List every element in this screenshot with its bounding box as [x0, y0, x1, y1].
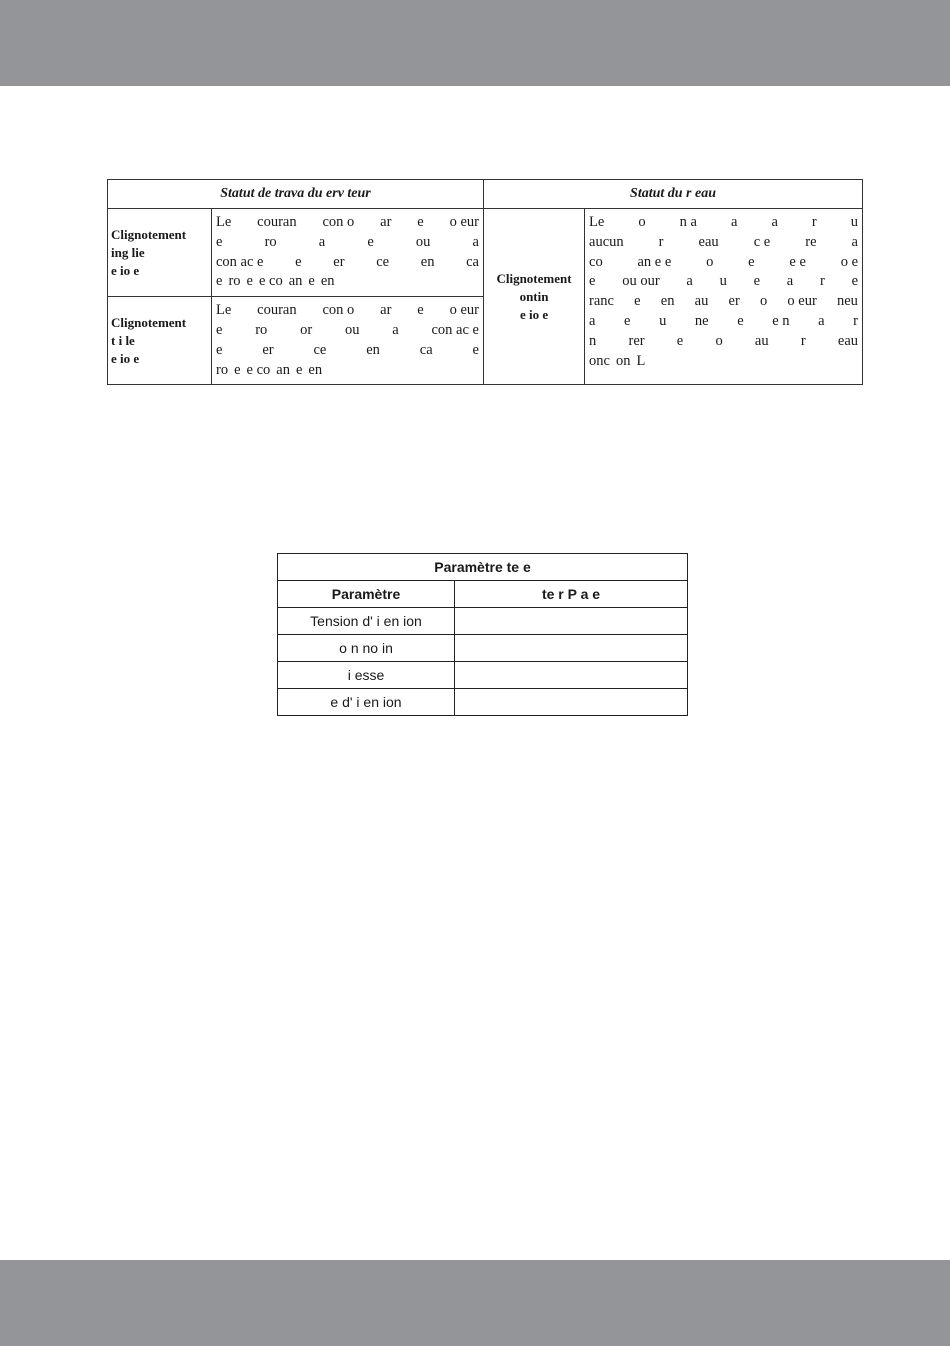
word: r: [811, 214, 817, 230]
word: ar: [380, 302, 392, 319]
word: e: [367, 233, 374, 250]
label-line: ing lie: [111, 244, 145, 260]
text-line: [216, 213, 479, 233]
label-line: Clignotement: [111, 226, 187, 242]
word: o e: [840, 253, 858, 270]
word: ar: [380, 214, 392, 230]
word: en: [366, 341, 380, 358]
word: eau: [837, 332, 859, 349]
word: a: [392, 321, 399, 338]
word: an e e: [637, 253, 672, 270]
word: er: [262, 341, 274, 358]
word: o eur: [787, 293, 817, 310]
text-line: [589, 253, 858, 273]
word: L: [636, 352, 646, 369]
word: con o: [322, 214, 355, 230]
label-line: Clignotement: [496, 270, 572, 286]
row2-text: [212, 297, 484, 385]
table-row: [278, 635, 688, 662]
word: ne: [694, 312, 709, 329]
word: a: [730, 214, 738, 230]
word: o: [759, 293, 768, 310]
status-header-server: Statut de trava du erv teur: [108, 180, 484, 209]
text-line: [216, 321, 479, 341]
word: o eur: [449, 214, 479, 230]
param-value: [455, 608, 688, 635]
word: couran: [257, 214, 297, 230]
word: a: [786, 273, 794, 290]
word: ro: [255, 321, 268, 338]
text-line: [589, 352, 858, 372]
word: e: [246, 273, 253, 290]
label-line: e io e: [519, 306, 549, 322]
word: en: [320, 273, 335, 290]
param-col-header: Paramètre: [278, 581, 455, 608]
label-line: ontin: [519, 288, 549, 304]
param-name: o n no in: [278, 635, 455, 662]
word: co: [589, 253, 603, 270]
word: en: [420, 253, 435, 270]
word: ou: [415, 233, 431, 250]
word: a: [851, 233, 858, 250]
word: con o: [322, 302, 355, 319]
param-table-title: Paramètre te e: [278, 554, 688, 581]
word: ro: [216, 361, 229, 378]
parameter-table: [277, 553, 688, 716]
word: e: [676, 332, 684, 349]
label-line: e io e: [111, 262, 140, 278]
row1-text: [212, 209, 484, 297]
row2-label: [108, 297, 212, 385]
word: e: [234, 361, 241, 378]
word: a: [686, 273, 693, 290]
text-line: [216, 361, 479, 381]
word: e: [624, 312, 631, 329]
text-line: [216, 272, 479, 292]
text-line: [589, 233, 858, 253]
network-label: [484, 209, 585, 385]
word: ca: [419, 341, 433, 358]
word: er: [728, 293, 740, 310]
param-name: Tension d' i en ion: [278, 608, 455, 635]
label-line: t i le: [111, 332, 135, 348]
word: n: [589, 332, 597, 349]
word: ro: [228, 273, 241, 290]
word: e co: [258, 273, 283, 290]
word: a: [318, 233, 326, 250]
text-line: [589, 292, 858, 312]
value-col-header: te r P a e: [455, 581, 688, 608]
word: e: [216, 321, 223, 338]
text-line: [589, 272, 858, 292]
row1-label: [108, 209, 212, 297]
word: o: [638, 214, 646, 230]
word: au: [694, 293, 709, 310]
word: ce: [313, 341, 327, 358]
word: Le: [216, 302, 232, 319]
param-name: e d' i en ion: [278, 689, 455, 716]
text-line: [216, 341, 479, 361]
footer-band: [0, 1260, 950, 1346]
word: er: [333, 253, 345, 270]
label-line: Clignotement: [111, 314, 187, 330]
text-line: [589, 312, 858, 332]
word: e e: [789, 253, 806, 270]
word: a: [472, 233, 479, 250]
word: u: [850, 214, 859, 230]
word: rer: [628, 332, 645, 349]
word: ou: [344, 321, 360, 338]
word: u: [659, 312, 667, 329]
word: ro: [264, 233, 277, 250]
word: c e: [753, 233, 771, 250]
param-name: i esse: [278, 662, 455, 689]
word: e: [295, 361, 303, 378]
word: e: [417, 302, 424, 319]
word: e: [216, 341, 223, 358]
word: couran: [257, 302, 297, 319]
word: e: [216, 233, 223, 250]
table-row: [278, 689, 688, 716]
word: au: [754, 332, 769, 349]
param-value: [455, 635, 688, 662]
word: o eur: [449, 302, 479, 319]
table-row: [278, 662, 688, 689]
word: u: [719, 273, 727, 290]
word: e co: [246, 361, 271, 378]
label-line: e io e: [111, 350, 140, 366]
word: con ac e: [216, 253, 264, 270]
word: r: [800, 332, 806, 349]
word: e: [417, 214, 424, 230]
word: e: [851, 273, 859, 290]
word: Le: [589, 214, 605, 230]
word: e: [753, 273, 761, 290]
header-band: [0, 0, 950, 86]
word: e: [472, 341, 479, 358]
word: o: [706, 253, 714, 270]
word: e n: [772, 312, 790, 329]
word: ce: [376, 253, 390, 270]
word: con ac e: [431, 321, 479, 338]
word: Le: [216, 214, 232, 230]
word: a: [589, 312, 596, 329]
word: eau: [698, 233, 719, 250]
word: e: [589, 273, 596, 290]
text-line: [216, 301, 479, 321]
word: e: [748, 253, 755, 270]
word: r: [658, 233, 664, 250]
status-table: [107, 179, 863, 385]
param-value: [455, 662, 688, 689]
word: re: [805, 233, 817, 250]
word: ranc: [589, 293, 614, 310]
text-line: [216, 233, 479, 253]
word: e: [295, 253, 302, 270]
word: ou our: [622, 273, 660, 290]
word: a: [771, 214, 778, 230]
word: or: [300, 321, 313, 338]
status-header-network: Statut du r eau: [484, 180, 863, 209]
word: an: [288, 273, 303, 290]
word: n a: [679, 214, 697, 230]
word: e: [308, 273, 315, 290]
text-line: [589, 213, 858, 233]
word: aucun: [589, 233, 624, 250]
table-row: [278, 608, 688, 635]
word: r: [819, 273, 825, 290]
word: en: [660, 293, 675, 310]
word: ca: [466, 253, 479, 270]
param-value: [455, 689, 688, 716]
word: en: [308, 361, 323, 378]
network-text: [585, 209, 863, 385]
text-line: [589, 332, 858, 352]
word: neu: [837, 293, 858, 310]
word: onc: [589, 352, 610, 369]
word: o: [715, 332, 723, 349]
word: a: [818, 312, 825, 329]
word: r: [853, 312, 859, 329]
word: an: [276, 361, 290, 378]
word: e: [737, 312, 744, 329]
word: e: [634, 293, 641, 310]
word: e: [216, 273, 223, 290]
word: on: [615, 352, 631, 369]
text-line: [216, 253, 479, 273]
